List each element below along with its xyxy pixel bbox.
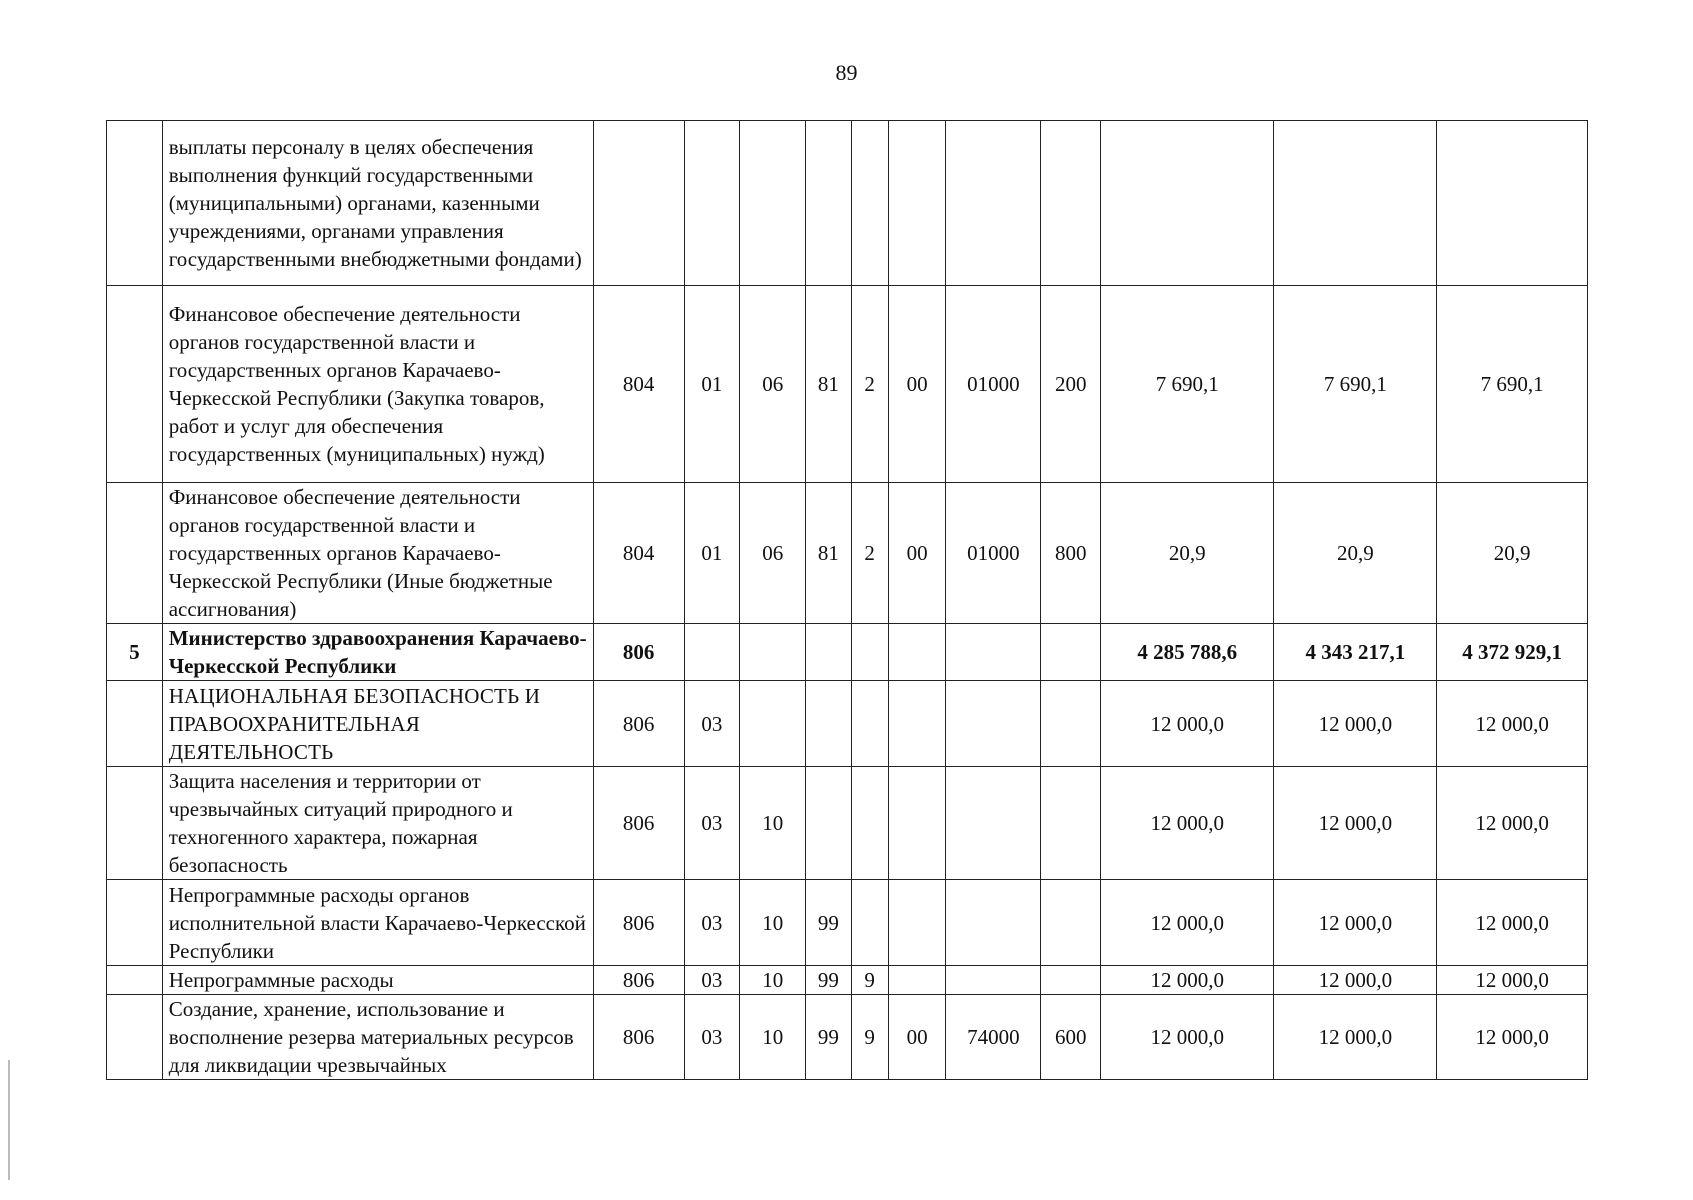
- code-expense-type: 600: [1041, 995, 1101, 1080]
- amount-year-2: 12 000,0: [1274, 966, 1437, 995]
- code-direction: [946, 767, 1041, 880]
- amount-year-2: 20,9: [1274, 483, 1437, 624]
- row-index: [107, 121, 163, 286]
- amount-year-1: 12 000,0: [1101, 767, 1274, 880]
- table-row: [107, 286, 1588, 483]
- table-row: [107, 966, 1588, 995]
- amount-year-2: 12 000,0: [1274, 767, 1437, 880]
- amount-year-2: [1274, 121, 1437, 286]
- code-section: [684, 121, 740, 286]
- code-section: 03: [684, 767, 740, 880]
- code-program: [806, 681, 851, 767]
- amount-year-3: 20,9: [1437, 483, 1588, 624]
- code-subprogram: [851, 121, 888, 286]
- code-subprogram: [851, 681, 888, 767]
- row-index: [107, 286, 163, 483]
- amount-year-2: 12 000,0: [1274, 681, 1437, 767]
- code-subsection: 10: [740, 966, 806, 995]
- row-name: Защита населения и территории от чрезвычайных ситуаций природного и техногенного характера, пожарная безопасность: [162, 767, 593, 880]
- row-index: [107, 767, 163, 880]
- code-program: 99: [806, 995, 851, 1080]
- amount-year-1: 12 000,0: [1101, 681, 1274, 767]
- code-subsection: 10: [740, 767, 806, 880]
- code-program: 99: [806, 880, 851, 966]
- amount-year-1: 4 285 788,6: [1101, 624, 1274, 681]
- page-number: 89: [835, 60, 858, 85]
- code-ministry: 806: [593, 966, 684, 995]
- amount-year-1: 7 690,1: [1101, 286, 1274, 483]
- amount-year-1: 12 000,0: [1101, 966, 1274, 995]
- code-expense-type: [1041, 121, 1101, 286]
- code-direction: 01000: [946, 483, 1041, 624]
- code-section: 01: [684, 483, 740, 624]
- code-direction: 01000: [946, 286, 1041, 483]
- code-direction: [946, 880, 1041, 966]
- code-subprogram: [851, 624, 888, 681]
- scan-margin-line: [8, 1060, 10, 1180]
- code-subsection: 10: [740, 995, 806, 1080]
- table-row: [107, 624, 1588, 681]
- code-subprogram: [851, 880, 888, 966]
- budget-table: [106, 120, 1588, 1080]
- amount-year-2: 12 000,0: [1274, 880, 1437, 966]
- code-subprogram: 2: [851, 483, 888, 624]
- code-direction: [946, 121, 1041, 286]
- amount-year-3: 4 372 929,1: [1437, 624, 1588, 681]
- code-activity: 00: [888, 286, 946, 483]
- code-subprogram: 9: [851, 966, 888, 995]
- code-program: [806, 767, 851, 880]
- code-subprogram: [851, 767, 888, 880]
- code-program: 99: [806, 966, 851, 995]
- row-index: [107, 966, 163, 995]
- code-activity: 00: [888, 483, 946, 624]
- amount-year-2: 7 690,1: [1274, 286, 1437, 483]
- row-name: Создание, хранение, использование и восполнение резерва материальных ресурсов для ликвидации чрезвычайных: [162, 995, 593, 1080]
- row-name: Министерство здравоохранения Карачаево-Черкесской Республики: [162, 624, 593, 681]
- amount-year-2: 12 000,0: [1274, 995, 1437, 1080]
- code-activity: 00: [888, 995, 946, 1080]
- row-index: [107, 995, 163, 1080]
- code-activity: [888, 121, 946, 286]
- row-index: [107, 483, 163, 624]
- row-name: Непрограммные расходы органов исполнительной власти Карачаево-Черкесской Республики: [162, 880, 593, 966]
- code-section: 03: [684, 681, 740, 767]
- code-ministry: 806: [593, 767, 684, 880]
- row-name: выплаты персоналу в целях обеспечения выполнения функций государственными (муниципальными) органами, казенными учреждениями, органами управления государственными внебюджетными фондами): [162, 121, 593, 286]
- table-row: [107, 995, 1588, 1080]
- amount-year-3: 12 000,0: [1437, 681, 1588, 767]
- amount-year-3: 12 000,0: [1437, 966, 1588, 995]
- code-subprogram: 9: [851, 995, 888, 1080]
- code-expense-type: [1041, 767, 1101, 880]
- code-direction: [946, 681, 1041, 767]
- code-ministry: 806: [593, 624, 684, 681]
- code-section: 03: [684, 995, 740, 1080]
- amount-year-3: [1437, 121, 1588, 286]
- code-section: [684, 624, 740, 681]
- code-program: 81: [806, 483, 851, 624]
- amount-year-3: 7 690,1: [1437, 286, 1588, 483]
- code-subsection: 06: [740, 286, 806, 483]
- row-name: Непрограммные расходы: [162, 966, 593, 995]
- table-row: [107, 880, 1588, 966]
- code-program: [806, 121, 851, 286]
- table-row: [107, 767, 1588, 880]
- code-expense-type: [1041, 966, 1101, 995]
- code-subsection: 10: [740, 880, 806, 966]
- code-subsection: 06: [740, 483, 806, 624]
- amount-year-3: 12 000,0: [1437, 995, 1588, 1080]
- code-program: [806, 624, 851, 681]
- code-expense-type: 200: [1041, 286, 1101, 483]
- code-ministry: 806: [593, 681, 684, 767]
- amount-year-1: 20,9: [1101, 483, 1274, 624]
- amount-year-2: 4 343 217,1: [1274, 624, 1437, 681]
- code-expense-type: [1041, 880, 1101, 966]
- code-ministry: 806: [593, 995, 684, 1080]
- code-ministry: 806: [593, 880, 684, 966]
- row-name: Финансовое обеспечение деятельности органов государственной власти и государственных органов Карачаево-Черкесской Республики (Иные бюджетные ассигнования): [162, 483, 593, 624]
- code-section: 03: [684, 966, 740, 995]
- code-activity: [888, 624, 946, 681]
- amount-year-1: [1101, 121, 1274, 286]
- amount-year-1: 12 000,0: [1101, 880, 1274, 966]
- code-direction: [946, 966, 1041, 995]
- code-program: 81: [806, 286, 851, 483]
- code-section: 01: [684, 286, 740, 483]
- code-expense-type: [1041, 681, 1101, 767]
- code-activity: [888, 681, 946, 767]
- row-name: Финансовое обеспечение деятельности органов государственной власти и государственных органов Карачаево-Черкесской Республики (Закупка товаров, работ и услуг для обеспечения государственных (муниципальных) нужд): [162, 286, 593, 483]
- code-subprogram: 2: [851, 286, 888, 483]
- code-subsection: [740, 624, 806, 681]
- code-ministry: 804: [593, 483, 684, 624]
- code-expense-type: 800: [1041, 483, 1101, 624]
- code-subsection: [740, 681, 806, 767]
- code-direction: 74000: [946, 995, 1041, 1080]
- amount-year-3: 12 000,0: [1437, 767, 1588, 880]
- row-index: [107, 880, 163, 966]
- code-ministry: [593, 121, 684, 286]
- code-section: 03: [684, 880, 740, 966]
- table-row: [107, 121, 1588, 286]
- code-expense-type: [1041, 624, 1101, 681]
- code-direction: [946, 624, 1041, 681]
- row-name: НАЦИОНАЛЬНАЯ БЕЗОПАСНОСТЬ И ПРАВООХРАНИТЕЛЬНАЯ ДЕЯТЕЛЬНОСТЬ: [162, 681, 593, 767]
- amount-year-3: 12 000,0: [1437, 880, 1588, 966]
- amount-year-1: 12 000,0: [1101, 995, 1274, 1080]
- code-subsection: [740, 121, 806, 286]
- code-activity: [888, 880, 946, 966]
- row-index: [107, 681, 163, 767]
- code-ministry: 804: [593, 286, 684, 483]
- code-activity: [888, 966, 946, 995]
- table-row: [107, 483, 1588, 624]
- code-activity: [888, 767, 946, 880]
- row-index: 5: [107, 624, 163, 681]
- table-row: [107, 681, 1588, 767]
